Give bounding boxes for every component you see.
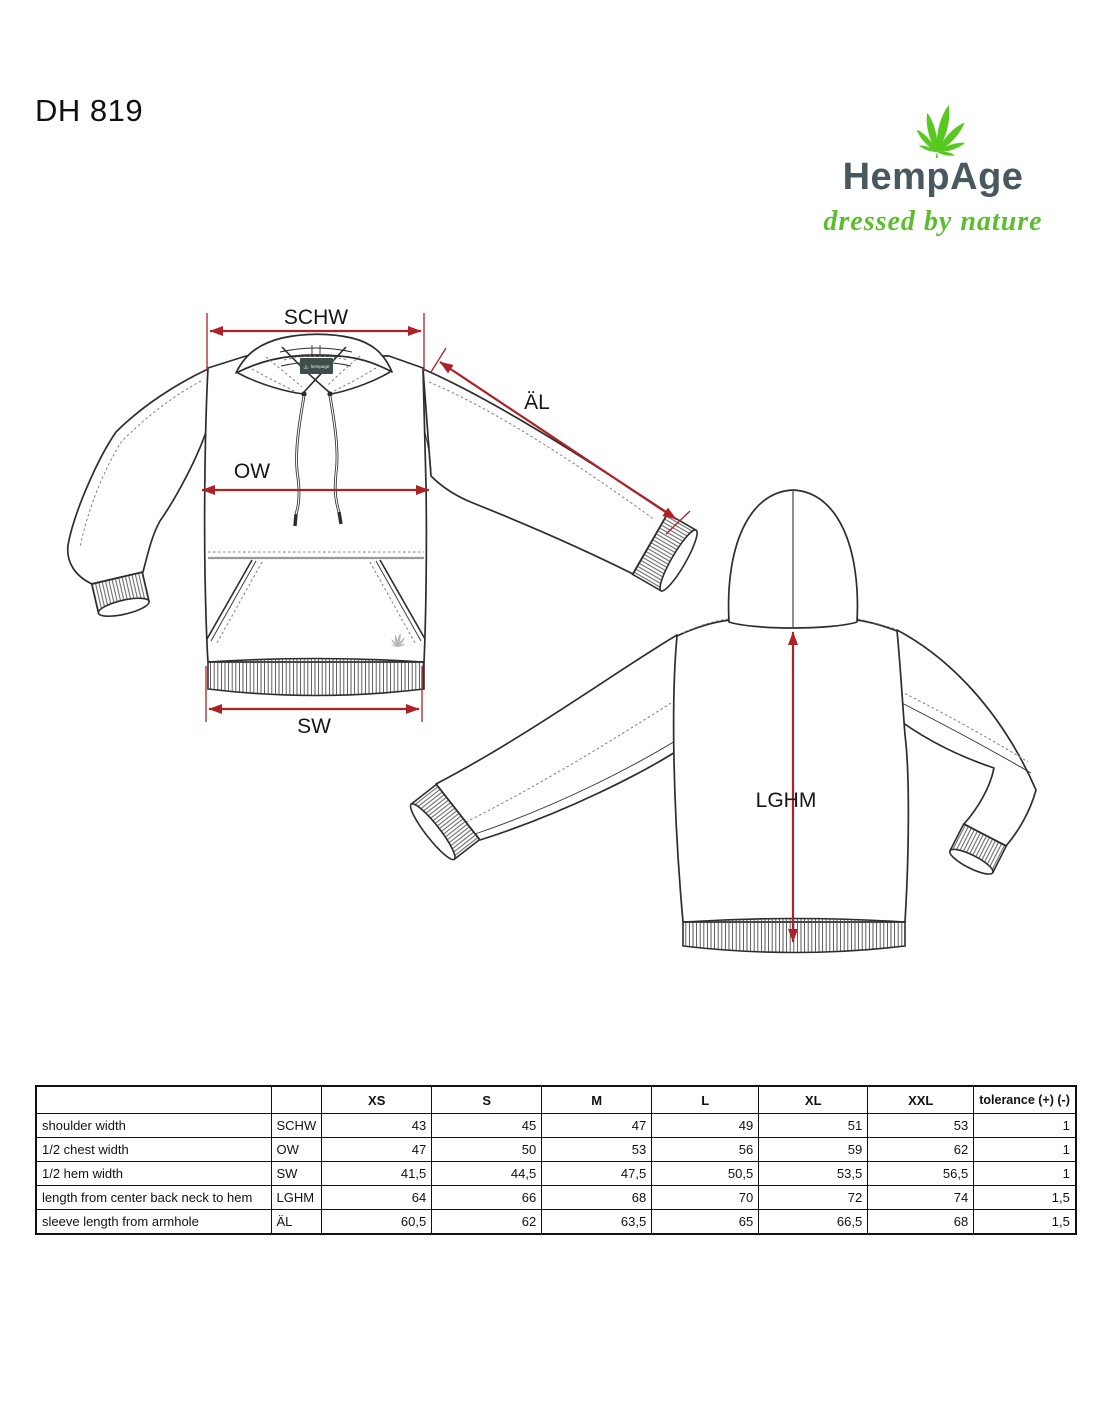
measurement-label: 1/2 chest width: [36, 1138, 271, 1162]
right-eyelet: [327, 391, 332, 396]
front-hem-rib: [208, 659, 424, 696]
size-value-cell: 62: [868, 1138, 974, 1162]
front-right-sleeve: [423, 369, 702, 594]
tolerance-cell: 1: [974, 1114, 1076, 1138]
size-value-cell: 63,5: [542, 1210, 652, 1235]
table-row: [36, 1162, 1076, 1186]
back-right-sleeve: [891, 630, 1036, 878]
brand-name: HempAge: [842, 156, 1024, 198]
size-column-header: XL: [759, 1086, 868, 1114]
tolerance-cell: 1,5: [974, 1186, 1076, 1210]
tolerance-cell: 1: [974, 1162, 1076, 1186]
size-value-cell: 64: [322, 1186, 432, 1210]
size-value-cell: 59: [759, 1138, 868, 1162]
tolerance-cell: 1,5: [974, 1210, 1076, 1235]
size-value-cell: 51: [759, 1114, 868, 1138]
size-column-header: L: [652, 1086, 759, 1114]
size-value-cell: 60,5: [322, 1210, 432, 1235]
back-hood: [729, 490, 858, 628]
tolerance-cell: 1: [974, 1138, 1076, 1162]
front-left-sleeve: [68, 369, 208, 620]
size-value-cell: 43: [322, 1114, 432, 1138]
left-eyelet: [301, 391, 306, 396]
measurement-label: length from center back neck to hem: [36, 1186, 271, 1210]
size-value-cell: 53: [542, 1138, 652, 1162]
size-column-header: XXL: [868, 1086, 974, 1114]
size-column-header: [271, 1086, 322, 1114]
size-value-cell: 50: [432, 1138, 542, 1162]
measurement-label: shoulder width: [36, 1114, 271, 1138]
measurement-code: SCHW: [271, 1114, 322, 1138]
size-column-header: XS: [322, 1086, 432, 1114]
measurement-code: LGHM: [271, 1186, 322, 1210]
measurement-label: sleeve length from armhole: [36, 1210, 271, 1235]
size-value-cell: 62: [432, 1210, 542, 1235]
size-value-cell: 47,5: [542, 1162, 652, 1186]
ow-label: OW: [233, 460, 271, 483]
size-column-header: tolerance (+) (-): [974, 1086, 1076, 1114]
al-label: ÄL: [524, 391, 550, 414]
size-column-header: M: [542, 1086, 652, 1114]
schw-label: SCHW: [283, 306, 349, 329]
table-row: [36, 1210, 1076, 1235]
page-title: DH 819: [35, 93, 144, 128]
hoodie-front-view: [68, 306, 702, 738]
brand-tagline: dressed by nature: [823, 205, 1043, 237]
sw-label: SW: [297, 715, 331, 738]
measurement-code: SW: [271, 1162, 322, 1186]
size-column-header: S: [432, 1086, 542, 1114]
size-value-cell: 47: [322, 1138, 432, 1162]
lghm-label: LGHM: [755, 789, 817, 812]
hoodie-back-view: [406, 490, 1036, 953]
size-value-cell: 41,5: [322, 1162, 432, 1186]
table-row: [36, 1138, 1076, 1162]
measurement-code: OW: [271, 1138, 322, 1162]
size-value-cell: 68: [542, 1186, 652, 1210]
size-table: [35, 1085, 1077, 1235]
size-value-cell: 56,5: [868, 1162, 974, 1186]
size-value-cell: 74: [868, 1186, 974, 1210]
size-value-cell: 66,5: [759, 1210, 868, 1235]
measurement-label: 1/2 hem width: [36, 1162, 271, 1186]
size-table-header-row: [36, 1086, 1076, 1114]
size-value-cell: 68: [868, 1210, 974, 1235]
back-body: [674, 620, 909, 922]
front-body: [205, 356, 427, 662]
size-value-cell: 50,5: [652, 1162, 759, 1186]
size-value-cell: 47: [542, 1114, 652, 1138]
measurement-code: ÄL: [271, 1210, 322, 1235]
size-value-cell: 45: [432, 1114, 542, 1138]
size-value-cell: 44,5: [432, 1162, 542, 1186]
size-value-cell: 72: [759, 1186, 868, 1210]
size-value-cell: 53: [868, 1114, 974, 1138]
size-value-cell: 70: [652, 1186, 759, 1210]
size-value-cell: 66: [432, 1186, 542, 1210]
table-row: [36, 1114, 1076, 1138]
size-value-cell: 53,5: [759, 1162, 868, 1186]
size-value-cell: 65: [652, 1210, 759, 1235]
size-value-cell: 49: [652, 1114, 759, 1138]
neck-label-text: hempage: [310, 364, 330, 369]
size-column-header: [36, 1086, 271, 1114]
table-row: [36, 1186, 1076, 1210]
back-left-sleeve: [406, 635, 683, 864]
size-value-cell: 56: [652, 1138, 759, 1162]
